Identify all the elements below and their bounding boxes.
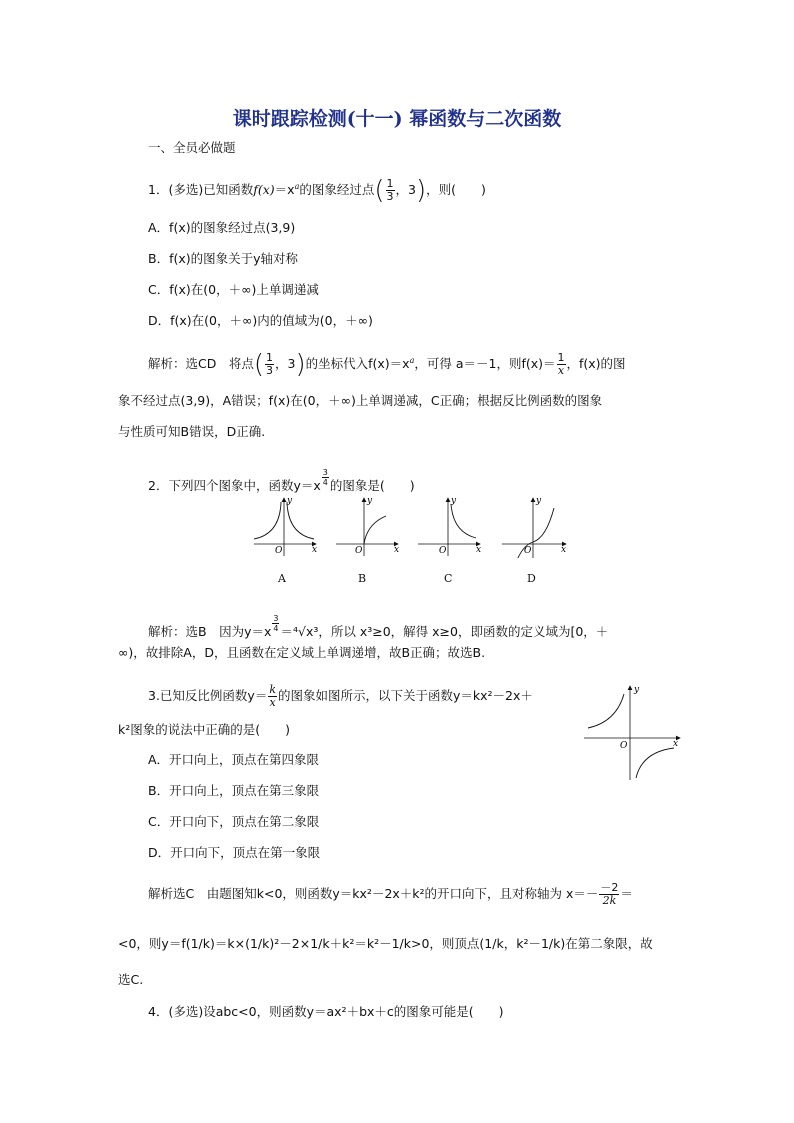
q1-option-a: A．f(x)的图象经过点(3,9) <box>148 220 296 235</box>
q2-graph-d <box>502 498 566 558</box>
q1-solution-line1 <box>148 349 626 380</box>
q3-solution-line1 <box>148 882 633 907</box>
q3-y-label: y <box>634 685 640 695</box>
q1-option-b: B．f(x)的图象关于y轴对称 <box>148 251 299 266</box>
q1-option-d: D．f(x)在(0，＋∞)内的值域为(0，＋∞) <box>148 313 373 328</box>
q2-c-y-label: y <box>451 496 457 506</box>
q2-solution-line1 <box>148 614 608 640</box>
q2-graph-b <box>336 498 398 556</box>
q3-sol-a: 解析选C 由题图知k<0，则函数y＝kx²－2x＋k²的开口向下，且对称轴为 x＝－ <box>148 886 599 901</box>
q2-c-origin: O <box>439 546 447 556</box>
q3-graph <box>582 682 682 782</box>
q1-eq: ＝x <box>274 182 295 197</box>
q1-sol-frac2 <box>557 352 566 377</box>
q1-point-num: 1 <box>386 177 394 190</box>
q2-label-c: C <box>444 572 453 585</box>
q2-stem-b: 的图象是( ) <box>329 478 415 494</box>
q2-c-x-label: x <box>476 545 482 555</box>
q2-sol-root: ⁴√x³ <box>292 624 319 640</box>
q2-sol-b: ＝ <box>280 624 293 640</box>
q2-b-y-label: y <box>367 496 373 506</box>
q1-sol-frac2-den: x <box>557 364 565 377</box>
q3-stem-line2: k²图象的说法中正确的是( ) <box>118 722 291 737</box>
q3-solution-line2: <0，则y＝f(1/k)＝k×(1/k)²－2×1/k＋k²＝k²－1/k>0，则顶点(1/k，k²－1/k)在第二象限，故 <box>118 936 653 951</box>
q2-stem <box>148 468 415 494</box>
q2-d-x-label: x <box>561 545 567 555</box>
q1-sol-paren-right: ) <box>295 349 306 380</box>
q1-point-frac <box>386 178 395 203</box>
q1-paren-right: ) <box>415 175 427 206</box>
q1-stem <box>148 175 486 206</box>
q1-suffix: ，则( ) <box>426 182 486 197</box>
q1-mid: 的图象经过点 <box>299 182 375 197</box>
q1-sol-frac-den: 3 <box>266 364 274 377</box>
q1-point-den: 3 <box>386 190 394 203</box>
q1-sol-frac <box>265 352 274 377</box>
q3-stem-a: 3.已知反比例函数y＝ <box>148 688 268 703</box>
q1-sol-paren-left: ( <box>253 349 265 380</box>
q2-a-curve-left <box>254 502 281 539</box>
q2-b-x-label: x <box>394 545 400 555</box>
page-title: 课时跟踪检测(十一) 幂函数与二次函数 <box>232 108 562 130</box>
q1-option-c: C．f(x)在(0，＋∞)上单调递减 <box>148 282 319 297</box>
q2-graph-a <box>254 498 316 556</box>
q1-sol-frac2-num: 1 <box>557 351 565 364</box>
q2-b-origin: O <box>355 546 363 556</box>
q1-exp: a <box>294 181 300 191</box>
q2-sol-c: ，所以 x³≥0，解得 x≥0，即函数的定义域为[0，＋ <box>318 624 609 640</box>
q2-sol-a: 解析：选B 因为y＝x <box>148 624 272 640</box>
q2-d-y-label: y <box>536 496 542 506</box>
q2-a-origin: O <box>275 546 283 556</box>
q1-sol-e: ，f(x)的图 <box>566 356 626 371</box>
q1-sol-c: 的坐标代入f(x)＝x <box>305 356 410 371</box>
q2-label-b: B <box>358 572 367 585</box>
q3-sol-frac-den: 2k <box>602 894 617 907</box>
q2-d-origin: O <box>524 546 532 556</box>
q3-solution-line3: 选C. <box>118 972 144 987</box>
q2-stem-a: 2．下列四个图象中，函数y＝x <box>148 478 321 494</box>
q1-sol-frac-num: 1 <box>266 351 274 364</box>
q2-label-d: D <box>527 572 536 585</box>
q3-curve-right <box>636 748 674 778</box>
q3-origin: O <box>620 741 628 751</box>
q3-option-d: D．开口向下，顶点在第一象限 <box>148 845 321 860</box>
q2-c-curve <box>451 504 476 538</box>
q2-a-curve-right <box>287 502 314 539</box>
q3-stem-b: 的图象如图所示，以下关于函数y＝kx²－2x＋ <box>278 688 533 703</box>
q2-sol-exp-num: 3 <box>273 614 279 623</box>
q2-exp-num: 3 <box>322 468 328 477</box>
q1-sol-d: ，可得 a＝－1，则f(x)＝ <box>414 356 556 371</box>
q1-paren-left: ( <box>374 175 385 206</box>
q1-prefix: 1．(多选)已知函数 <box>148 182 254 197</box>
q2-graph-c <box>418 498 480 556</box>
q2-b-curve <box>364 516 386 544</box>
q1-sol-exp: a <box>409 355 415 365</box>
q2-a-y-label: y <box>287 496 293 506</box>
q3-x-label: x <box>673 739 679 749</box>
q2-solution-line2: ∞)，故排除A，D，且函数在定义域上单调递增，故B正确；故选B. <box>118 645 486 660</box>
q3-sol-frac-num: －2 <box>600 881 619 894</box>
q3-option-c: C．开口向下，顶点在第二象限 <box>148 814 320 829</box>
q2-graphs <box>250 494 570 558</box>
q2-a-x-label: x <box>312 545 318 555</box>
q3-option-b: B．开口向上，顶点在第三象限 <box>148 783 320 798</box>
q2-label-a: A <box>278 572 286 585</box>
q3-stem-frac-num: k <box>269 683 276 696</box>
q4-stem: 4．(多选)设abc<0，则函数y＝ax²＋bx＋c的图象可能是( ) <box>148 1004 504 1019</box>
q2-sol-exp-den: 4 <box>273 624 279 633</box>
section-heading: 一、全员必做题 <box>148 140 236 155</box>
q2-sol-exp <box>272 614 279 633</box>
q3-sol-b: ＝ <box>620 886 633 901</box>
q3-curve-left <box>588 694 624 728</box>
q3-stem-line1 <box>148 684 533 709</box>
q3-stem-frac <box>268 684 277 709</box>
q1-solution-line2: 象不经过点(3,9)，A错误；f(x)在(0，＋∞)上单调递减，C正确；根据反比例函数的图象 <box>118 393 603 408</box>
q3-sol-frac <box>599 882 619 907</box>
q3-option-a: A．开口向上，顶点在第四象限 <box>148 752 320 767</box>
q2-exp-den: 4 <box>322 478 328 487</box>
q3-stem-frac-den: x <box>269 696 276 709</box>
q1-sol-b: ，3 <box>275 356 296 371</box>
q1-fx: f(x) <box>253 182 275 197</box>
q1-solution-line3: 与性质可知B错误，D正确. <box>118 424 266 439</box>
q2-exp-frac <box>322 468 329 487</box>
q1-sol-a: 解析：选CD 将点 <box>148 356 254 371</box>
q1-point-y: ，3 <box>395 182 416 197</box>
